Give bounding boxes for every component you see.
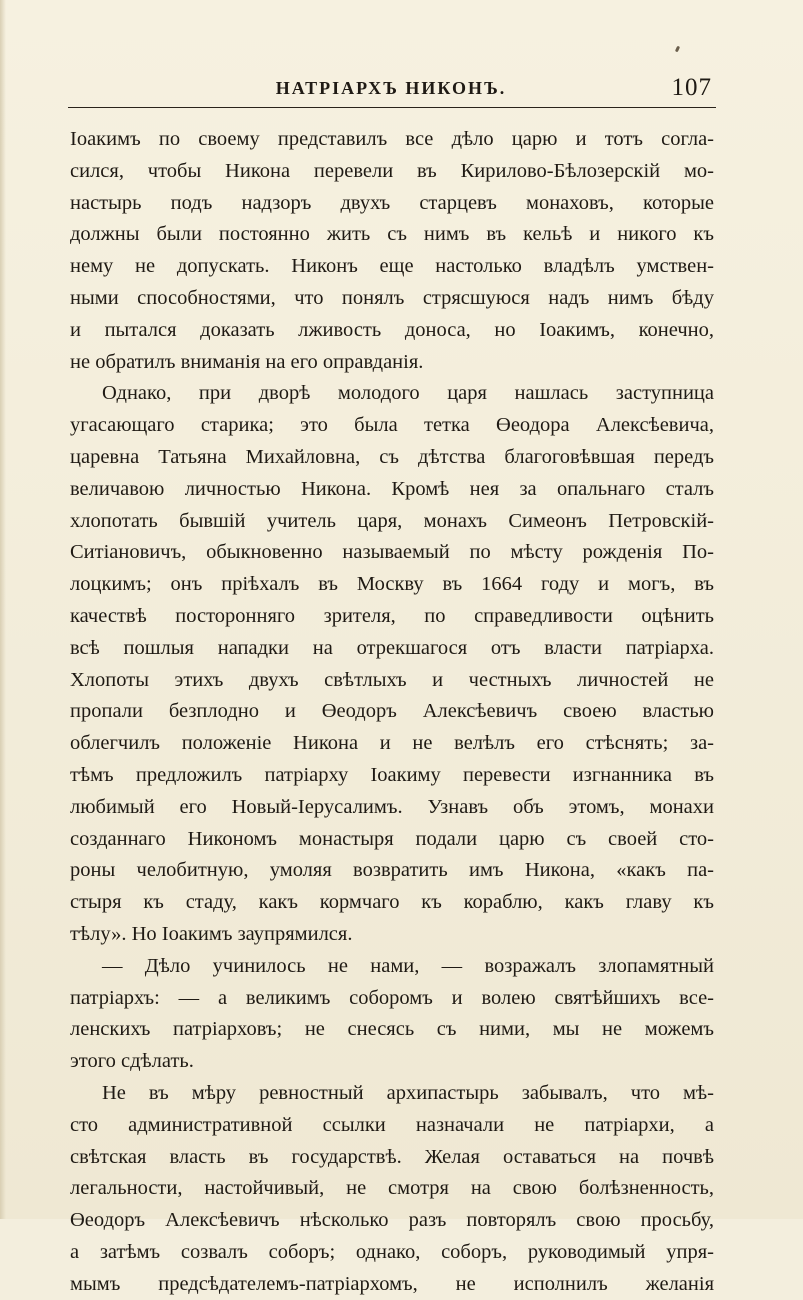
text-line: и пытался доказать лживость доноса, но Іоакимъ, конечно, xyxy=(70,318,714,341)
text-line: пропали безплодно и Өеодоръ Алексѣевичъ своею властью xyxy=(70,700,714,723)
text-line: всѣ пошлыя нападки на отрекшагося отъ власти патріарха. xyxy=(70,636,714,659)
header-rule xyxy=(68,107,716,108)
text-line: патріархъ: — а великимъ соборомъ и волею святѣйшихъ все- xyxy=(70,986,714,1009)
text-line: созданнаго Никономъ монастыря подали царю съ своей сто- xyxy=(70,827,714,850)
text-line: этого сдѣлать. xyxy=(70,1050,194,1073)
text-line: ленскихъ патріарховъ; не снесясь съ ними, мы не можемъ xyxy=(70,1018,714,1041)
text-line: царевна Татьяна Михайловна, съ дѣтства благоговѣвшая передъ xyxy=(70,445,714,468)
text-line: угасающаго старика; это была тетка Өеодора Алексѣевича, xyxy=(70,414,714,437)
ink-speck xyxy=(675,46,680,53)
text-line: любимый его Новый-Іерусалимъ. Узнавъ объ этомъ, монахи xyxy=(70,795,714,818)
text-line: роны челобитную, умоляя возвратить имъ Никона, «какъ па- xyxy=(70,859,714,882)
text-line: должны были постоянно жить съ нимъ въ кельѣ и никого къ xyxy=(70,223,714,246)
text-line: Іоакимъ по своему представилъ все дѣло царю и тотъ согла- xyxy=(70,128,714,150)
text-line: а затѣмъ созвалъ соборъ; однако, соборъ, руководимый упря- xyxy=(70,1240,714,1263)
text-line: хлопотать бывшій учитель царя, монахъ Симеонъ Петровскій- xyxy=(70,509,714,532)
text-line: тѣлу». Но Іоакимъ заупрямился. xyxy=(70,922,353,945)
text-line: свѣтская власть въ государствѣ. Желая оставаться на почвѣ xyxy=(70,1145,714,1168)
text-line: настырь подъ надзоръ двухъ старцевъ монаховъ, которые xyxy=(70,191,714,214)
text-line: — Дѣло учинилось не нами, — возражалъ злопамятный xyxy=(102,954,714,977)
text-line: мымъ предсѣдателемъ-патріархомъ, не исполнилъ желанія xyxy=(70,1272,714,1295)
running-title: НАТРІАРХЪ НИКОНЪ. xyxy=(275,78,507,98)
body-text xyxy=(70,124,714,1300)
text-line: Не въ мѣру ревностный архипастырь забывалъ, что мѣ- xyxy=(102,1081,714,1104)
page-edge-shadow xyxy=(0,0,6,1219)
text-line: ными способностями, что понялъ стрясшуюся надъ нимъ бѣду xyxy=(70,286,714,309)
text-line: сился, чтобы Никона перевели въ Кирилово-Бѣлозерскій мо- xyxy=(70,159,714,182)
text-line: качествѣ посторонняго зрителя, по справедливости оцѣнить xyxy=(70,604,714,627)
text-line: величавою личностью Никона. Кромѣ нея за опальнаго сталъ xyxy=(70,477,714,500)
page-number: 107 xyxy=(671,74,712,101)
text-line: нему не допускать. Никонъ еще настолько владѣлъ умствен- xyxy=(70,255,714,278)
text-line: Ситіановичъ, обыкновенно называемый по мѣсту рожденія По- xyxy=(70,541,714,564)
text-line: легальности, настойчивый, не смотря на свою болѣзненность, xyxy=(70,1177,714,1200)
text-line: Өеодоръ Алексѣевичъ нѣсколько разъ повторялъ свою просьбу, xyxy=(70,1209,714,1232)
text-line: облегчилъ положеніе Никона и не велѣлъ его стѣснять; за- xyxy=(70,732,714,755)
text-line: Хлопоты этихъ двухъ свѣтлыхъ и честныхъ личностей не xyxy=(70,668,714,691)
text-line: сто административной ссылки назначали не патріархи, а xyxy=(70,1113,714,1136)
running-header xyxy=(68,72,714,104)
text-line: тѣмъ предложилъ патріарху Іоакиму перевести изгнанника въ xyxy=(70,763,714,786)
text-line: стыря къ стаду, какъ кормчаго къ кораблю, какъ главу къ xyxy=(70,891,714,914)
text-line: лоцкимъ; онъ пріѣхалъ въ Москву въ 1664 году и могъ, въ xyxy=(70,573,714,596)
text-line: Однако, при дворѣ молодого царя нашлась заступница xyxy=(102,382,714,405)
text-line: не обратилъ вниманія на его оправданія. xyxy=(70,350,424,373)
